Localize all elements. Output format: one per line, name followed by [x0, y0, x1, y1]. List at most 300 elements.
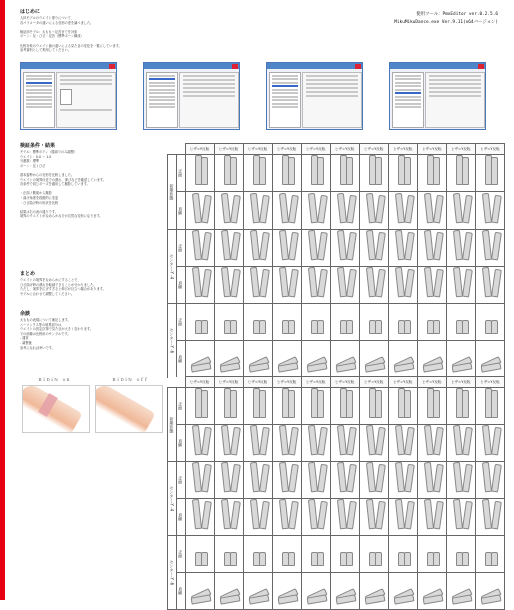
leg-render	[305, 267, 327, 299]
misc-line: 下の画像は比較用のサンプルです。	[20, 331, 71, 336]
pose-cell	[330, 192, 359, 230]
pose-cell	[214, 155, 243, 192]
column-header: ヒザ=Y反転	[446, 377, 475, 388]
leg-render	[421, 304, 443, 336]
pose-cell	[185, 230, 214, 267]
table-row	[168, 499, 505, 536]
pose-cell	[359, 425, 388, 462]
leg-render	[189, 304, 211, 336]
leg-render	[334, 304, 356, 336]
pose-cell	[330, 425, 359, 462]
pose-cell	[388, 155, 417, 192]
view-label: 真横	[176, 341, 185, 378]
pose-cell	[417, 573, 446, 610]
pose-cell	[446, 304, 475, 341]
tool-info	[394, 11, 498, 27]
leg-render	[276, 573, 298, 605]
pose-cell	[214, 425, 243, 462]
pose-cell	[417, 341, 446, 378]
leg-render	[479, 341, 501, 373]
leg-render	[189, 230, 211, 262]
pose-cell	[359, 267, 388, 304]
editor-screenshot-1	[20, 62, 117, 130]
compare-left-label: ＲｉＤｉＮ ｏｎ	[38, 377, 70, 382]
table-row	[168, 388, 505, 425]
view-label: 正面	[176, 230, 185, 267]
view-label: 正面	[176, 304, 185, 341]
column-header: ヒザ=Y反転	[417, 377, 446, 388]
leg-render	[479, 193, 501, 225]
pose-cell	[185, 267, 214, 304]
column-header: ヒザ=Y反転	[185, 144, 214, 155]
column-header: ヒザ=Y反転	[417, 144, 446, 155]
pose-cell	[417, 155, 446, 192]
pose-cell	[475, 230, 504, 267]
leg-render	[421, 425, 443, 457]
pose-cell	[272, 499, 301, 536]
editor-screenshot-2	[143, 62, 240, 130]
pose-cell	[446, 573, 475, 610]
leg-render	[479, 304, 501, 336]
pose-cell	[446, 425, 475, 462]
tool-label: 使用ツール：PmxEditor ver.0.2.5.6	[416, 12, 498, 17]
pose-cell	[446, 192, 475, 230]
column-header: ヒザ=Y反転	[243, 144, 272, 155]
leg-render	[421, 388, 443, 420]
pose-cell	[359, 499, 388, 536]
pose-cell	[330, 388, 359, 425]
pose-cell	[243, 425, 272, 462]
pose-cell	[185, 462, 214, 499]
leg-render	[218, 536, 240, 568]
pose-cell	[272, 573, 301, 610]
pose-cell	[185, 425, 214, 462]
table-row	[168, 192, 505, 230]
pose-cell	[388, 304, 417, 341]
leg-render	[305, 155, 327, 187]
pose-cell	[301, 230, 330, 267]
leg-render	[247, 230, 269, 262]
leg-render	[189, 536, 211, 568]
compare-right-label: ＲｉＤｉＮ ｏｆｆ	[112, 377, 148, 382]
leg-render	[334, 388, 356, 420]
view-label: 正面	[176, 155, 185, 192]
conditions-line: 結果は右の表の通りです。	[20, 209, 58, 214]
pose-cell	[185, 536, 214, 573]
leg-render	[334, 267, 356, 299]
group-label: センター-Y -4	[168, 462, 177, 536]
pose-cell	[359, 230, 388, 267]
result-table-bottom	[167, 376, 505, 610]
pose-cell	[301, 388, 330, 425]
leg-render	[334, 425, 356, 457]
pose-cell	[388, 341, 417, 378]
leg-render	[479, 499, 501, 531]
pose-cell	[185, 192, 214, 230]
pose-cell	[359, 304, 388, 341]
leg-render	[305, 573, 327, 605]
pose-cell	[185, 304, 214, 341]
pose-cell	[214, 304, 243, 341]
leg-render	[421, 462, 443, 494]
leg-render	[218, 230, 240, 262]
leg-render	[363, 462, 385, 494]
leg-render	[305, 230, 327, 262]
leg-render	[276, 267, 298, 299]
column-header: ヒザ=Y反転	[359, 377, 388, 388]
conditions-body	[20, 150, 106, 219]
pose-cell	[446, 267, 475, 304]
leg-render	[479, 388, 501, 420]
leg-render	[305, 304, 327, 336]
pose-cell	[330, 341, 359, 378]
leg-render	[189, 341, 211, 373]
leg-render	[479, 267, 501, 299]
pose-cell	[272, 192, 301, 230]
leg-render	[247, 573, 269, 605]
misc-line: - 通常	[20, 336, 29, 341]
pose-cell	[272, 388, 301, 425]
leg-render	[189, 388, 211, 420]
intro-line: 人体モデルのウエイト塗りについて、	[20, 16, 74, 20]
leg-render	[363, 304, 385, 336]
column-header: ヒザ=Y反転	[214, 377, 243, 388]
leg-render	[218, 499, 240, 531]
pose-cell	[446, 155, 475, 192]
table-row	[168, 536, 505, 573]
pose-cell	[185, 341, 214, 378]
leg-render	[450, 230, 472, 262]
leg-render	[363, 267, 385, 299]
pose-cell	[301, 155, 330, 192]
leg-render	[305, 341, 327, 373]
group-label: センター-Y -4	[168, 230, 177, 304]
tool-model: MikuMikuDance.exe Ver.9.11(x64バージョン)	[394, 20, 498, 25]
pose-cell	[185, 388, 214, 425]
intro-line: 参考資料として利用してください。	[20, 48, 71, 53]
thigh-image-left	[22, 385, 90, 433]
pose-cell	[243, 155, 272, 192]
leg-render	[479, 425, 501, 457]
view-label: 真横	[176, 192, 185, 230]
column-header: ヒザ=Y反転	[388, 377, 417, 388]
view-label: 真横	[176, 267, 185, 304]
intro-title: はじめに	[20, 9, 41, 15]
leg-render	[247, 462, 269, 494]
leg-render	[450, 573, 472, 605]
column-header: ヒザ=Y反転	[475, 144, 504, 155]
group-label: 初期状態	[168, 388, 177, 462]
pose-cell	[214, 573, 243, 610]
column-header: ヒザ=Y反転	[301, 377, 330, 388]
intro-line: ボーン：足・ひざ・足首（標準ボーン構成）	[20, 34, 84, 39]
pose-cell	[330, 267, 359, 304]
conditions-line: 境界のウエイトがなめらかな方が自然な変形になります。	[20, 214, 103, 219]
leg-render	[276, 341, 298, 373]
pose-cell	[417, 388, 446, 425]
summary-line: モデルに合わせて調整してください。	[20, 291, 75, 296]
view-label: 正面	[176, 462, 185, 499]
leg-render	[218, 388, 240, 420]
pose-cell	[475, 573, 504, 610]
leg-render	[392, 462, 414, 494]
conditions-title: 検証条件・結果	[20, 143, 56, 149]
misc-line: 太ももの表現について補足します。	[20, 318, 71, 322]
leg-render	[363, 573, 385, 605]
pose-cell	[446, 462, 475, 499]
leg-render	[392, 267, 414, 299]
pose-cell	[272, 536, 301, 573]
pose-cell	[359, 462, 388, 499]
pose-cell	[272, 462, 301, 499]
pose-cell	[417, 192, 446, 230]
pose-cell	[272, 425, 301, 462]
leg-render	[247, 155, 269, 187]
pose-cell	[301, 341, 330, 378]
misc-body	[20, 318, 93, 350]
leg-render	[421, 155, 443, 187]
pose-cell	[272, 155, 301, 192]
pose-cell	[243, 230, 272, 267]
leg-render	[276, 388, 298, 420]
leg-render	[276, 230, 298, 262]
leg-render	[450, 462, 472, 494]
leg-render	[189, 193, 211, 225]
pose-cell	[475, 499, 504, 536]
misc-line: ニーソックス等の境界部分は、	[20, 322, 65, 327]
leg-render	[305, 499, 327, 531]
leg-render	[189, 462, 211, 494]
pose-cell	[446, 499, 475, 536]
misc-line: ウエイトの設定次第で見た目が大きく変わります。	[20, 327, 94, 332]
column-header: ヒザ=Y反転	[272, 144, 301, 155]
leg-render	[218, 304, 240, 336]
leg-render	[392, 341, 414, 373]
leg-render	[189, 499, 211, 531]
misc-line: - 調整後	[20, 340, 32, 345]
pose-cell	[243, 341, 272, 378]
pose-cell	[243, 536, 272, 573]
pose-cell	[185, 499, 214, 536]
leg-render	[247, 267, 269, 299]
column-header: ヒザ=Y反転	[359, 144, 388, 155]
pose-cell	[301, 573, 330, 610]
leg-render	[479, 536, 501, 568]
leg-render	[218, 155, 240, 187]
pose-cell	[417, 304, 446, 341]
pose-cell	[359, 192, 388, 230]
leg-render	[276, 499, 298, 531]
leg-render	[392, 193, 414, 225]
pose-cell	[214, 499, 243, 536]
leg-render	[479, 573, 501, 605]
leg-render	[479, 230, 501, 262]
column-header: ヒザ=Y反転	[330, 144, 359, 155]
leg-render	[363, 425, 385, 457]
conditions-line: ボーン：足 / ひざ	[20, 163, 46, 168]
misc-title: 余談	[20, 311, 31, 317]
pose-cell	[330, 536, 359, 573]
leg-render	[218, 462, 240, 494]
pose-cell	[243, 499, 272, 536]
table-row	[168, 341, 505, 378]
pose-cell	[417, 536, 446, 573]
leg-render	[334, 499, 356, 531]
misc-line: 参考になれば幸いです。	[20, 345, 55, 350]
leg-render	[334, 341, 356, 373]
leg-render	[276, 304, 298, 336]
pose-cell	[243, 462, 272, 499]
pose-cell	[359, 536, 388, 573]
pose-cell	[330, 499, 359, 536]
summary-line: ひざ曲げ時の潰れを軽減できることが分かりました。	[20, 282, 97, 287]
table-row	[168, 425, 505, 462]
leg-render	[276, 536, 298, 568]
column-header: ヒザ=Y反転	[214, 144, 243, 155]
leg-render	[189, 267, 211, 299]
leg-render	[247, 304, 269, 336]
pose-cell	[330, 304, 359, 341]
leg-render	[363, 341, 385, 373]
pose-cell	[388, 499, 417, 536]
pose-cell	[446, 388, 475, 425]
column-header: ヒザ=Y反転	[446, 144, 475, 155]
pose-cell	[243, 267, 272, 304]
leg-render	[247, 536, 269, 568]
summary-title: まとめ	[20, 271, 36, 277]
leg-render	[392, 425, 414, 457]
leg-render	[247, 341, 269, 373]
conditions-line: ・正面 / 側面から撮影	[20, 191, 52, 196]
conditions-line: 各条件で同じポーズを適用して撮影しています。	[20, 182, 90, 187]
leg-render	[218, 267, 240, 299]
table-row	[168, 155, 505, 192]
pose-cell	[417, 425, 446, 462]
editor-screenshot-4	[389, 62, 486, 130]
pose-cell	[475, 536, 504, 573]
leg-render	[479, 155, 501, 187]
leg-render	[450, 388, 472, 420]
leg-render	[334, 462, 356, 494]
leg-render	[247, 425, 269, 457]
leg-render	[305, 388, 327, 420]
leg-render	[392, 230, 414, 262]
table-row	[168, 462, 505, 499]
summary-line: ただし、境界を広げすぎると伸びが目立つ場合があります。	[20, 287, 106, 292]
leg-render	[305, 536, 327, 568]
pose-cell	[185, 155, 214, 192]
pose-cell	[475, 155, 504, 192]
table-row	[168, 230, 505, 267]
leg-render	[421, 499, 443, 531]
table-corner	[168, 144, 186, 155]
leg-render	[363, 536, 385, 568]
leg-render	[247, 499, 269, 531]
table-corner	[168, 377, 186, 388]
pose-cell	[417, 230, 446, 267]
conditions-line: 基本姿勢からの変形を比較しました。	[20, 172, 75, 177]
leg-render	[421, 230, 443, 262]
column-header: ヒザ=Y反転	[272, 377, 301, 388]
column-header: ヒザ=Y反転	[185, 377, 214, 388]
pose-cell	[388, 573, 417, 610]
column-header: ヒザ=Y反転	[388, 144, 417, 155]
column-header: ヒザ=Y反転	[475, 377, 504, 388]
pose-cell	[214, 192, 243, 230]
column-header: ヒザ=Y反転	[243, 377, 272, 388]
pose-cell	[330, 230, 359, 267]
group-label: 初期状態	[168, 155, 177, 230]
pose-cell	[475, 425, 504, 462]
result-table-top	[167, 143, 505, 378]
leg-render	[334, 193, 356, 225]
pose-cell	[388, 536, 417, 573]
leg-render	[276, 425, 298, 457]
leg-render	[276, 193, 298, 225]
pose-cell	[214, 388, 243, 425]
leg-render	[450, 267, 472, 299]
leg-render	[189, 573, 211, 605]
intro-line: 検証用モデル：太もも〜足首までを対象	[20, 29, 78, 34]
leg-render	[421, 536, 443, 568]
column-header: ヒザ=Y反転	[330, 377, 359, 388]
leg-render	[189, 425, 211, 457]
pose-cell	[243, 573, 272, 610]
pose-cell	[388, 267, 417, 304]
leg-render	[363, 155, 385, 187]
leg-render	[421, 267, 443, 299]
pose-cell	[330, 462, 359, 499]
leg-render	[479, 462, 501, 494]
pose-cell	[330, 155, 359, 192]
pose-cell	[475, 192, 504, 230]
leg-render	[450, 341, 472, 373]
pose-cell	[185, 573, 214, 610]
pose-cell	[243, 192, 272, 230]
group-label: センター-Y -6	[168, 304, 177, 378]
pose-cell	[388, 192, 417, 230]
leg-render	[218, 573, 240, 605]
pose-cell	[388, 230, 417, 267]
leg-render	[363, 193, 385, 225]
leg-render	[334, 573, 356, 605]
pose-cell	[272, 304, 301, 341]
leg-render	[421, 341, 443, 373]
table-row	[168, 573, 505, 610]
pose-cell	[214, 462, 243, 499]
pose-cell	[359, 573, 388, 610]
conditions-line: モデル：標準ボディ（膝周りのみ調整）	[20, 150, 77, 154]
leg-render	[421, 573, 443, 605]
leg-render	[450, 536, 472, 568]
pose-cell	[214, 341, 243, 378]
editor-screenshot-3	[266, 62, 363, 130]
pose-cell	[301, 425, 330, 462]
pose-cell	[417, 499, 446, 536]
pose-cell	[214, 230, 243, 267]
conditions-line: ・曲げ角度を段階的に変更	[20, 195, 59, 200]
group-label: センター-Y -6	[168, 536, 177, 610]
leg-render	[276, 155, 298, 187]
leg-render	[392, 388, 414, 420]
pose-cell	[475, 388, 504, 425]
pose-cell	[272, 267, 301, 304]
pose-cell	[388, 388, 417, 425]
leg-render	[218, 425, 240, 457]
pose-cell	[301, 192, 330, 230]
leg-render	[334, 230, 356, 262]
pose-cell	[446, 230, 475, 267]
